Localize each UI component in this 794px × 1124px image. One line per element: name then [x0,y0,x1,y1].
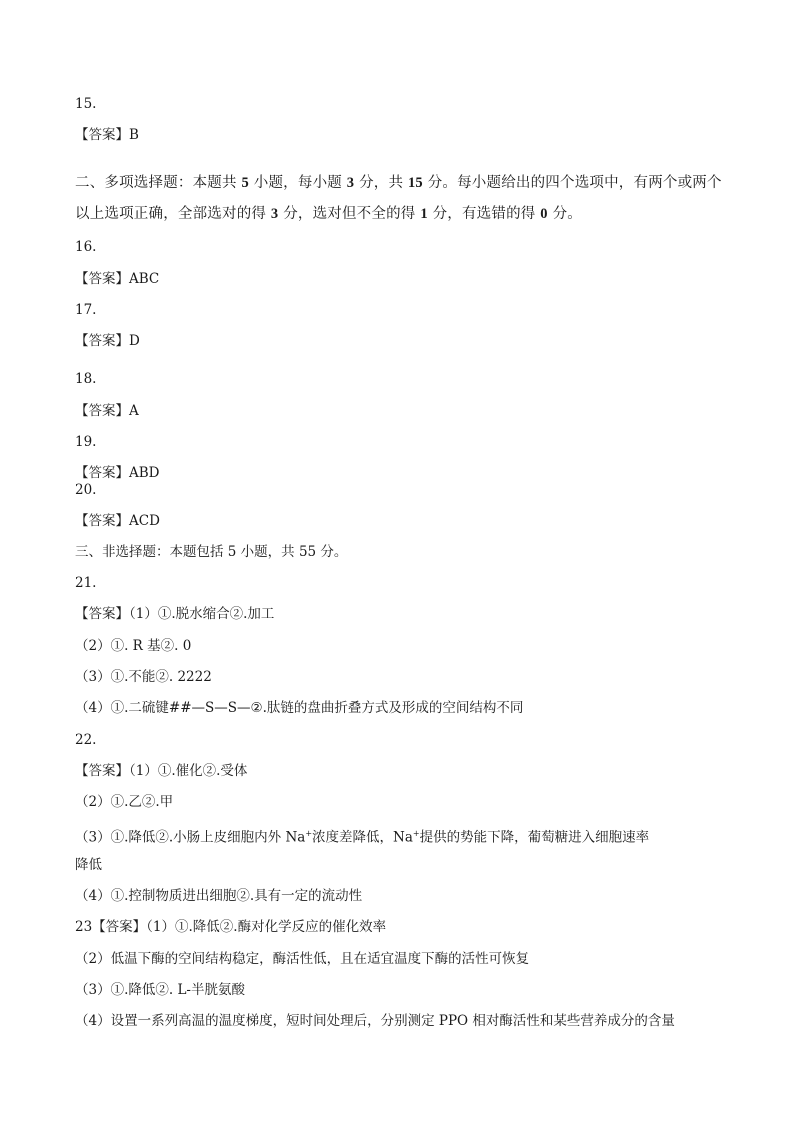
question-21-answer-4: （4）①.二硫键##—S—S—②.肽链的盘曲折叠方式及形成的空间结构不同 [75,700,524,716]
question-22-answer-3-continued: 降低 [75,857,102,873]
question-21-answer-2: （2）①. R 基②. 0 [75,638,192,654]
question-20-number: 20. [75,482,97,498]
sodium-charge-2: + [412,829,420,838]
question-21-answer-3: （3）①.不能②. 2222 [75,669,212,685]
section-2-number-2: 3 [346,175,355,191]
section-2-text-3: 分，共 [359,175,404,191]
question-22-answer-3-part-3: 提供的势能下降，葡萄糖进入细胞速率 [419,829,650,846]
question-23-answer-4: （4）设置一系列高温的温度梯度，短时间处理后，分别测定 PPO 相对酶活性和某些营养成分的含量 [75,1013,675,1029]
section-2-text-5: 分，选对但不全的得 [283,206,416,222]
question-23-answer-3: （3）①.降低②. L-半胱氨酸 [75,982,245,998]
section-2-number-5: 1 [420,206,428,222]
question-23-answer-2: （2）低温下酶的空间结构稳定，酶活性低，且在适宜温度下酶的活性可恢复 [75,951,530,967]
section-2-number-3: 15 [407,175,423,191]
question-23-answer-1: 23【答案】（1）①.降低②.酶对化学反应的催化效率 [75,919,387,935]
sodium-charge-1: + [305,829,313,838]
question-19-number: 19. [75,434,97,450]
question-22-answer-2: （2）①.乙②.甲 [75,794,174,810]
section-2-text-1: 二、多项选择题：本题共 [75,175,237,191]
question-18-answer: 【答案】A [75,403,139,419]
section-2-text-6: 分，有选错的得 [432,206,536,222]
section-2-number-4: 3 [270,206,279,222]
question-22-answer-1: 【答案】（1）①.催化②.受体 [75,763,248,779]
question-21-number: 21. [75,575,97,591]
question-17-number: 17. [75,302,97,318]
section-3-heading: 三、非选择题：本题包括 5 小题，共 55 分。 [75,544,348,560]
question-22-answer-3 [75,825,649,847]
question-22-answer-3-part-1: （3）①.降低②.小肠上皮细胞内外 Na [75,829,306,846]
section-2-instructions [75,168,725,230]
section-2-number-1: 5 [241,175,249,191]
question-19-answer: 【答案】ABD [75,465,160,481]
question-16-answer: 【答案】ABC [75,271,160,287]
question-20-answer: 【答案】ACD [75,513,160,529]
section-2-text-4: 分。每小题给出的四个选项中，有两个或两个以上选项正确，全部选对的得 [75,175,722,222]
question-16-number: 16. [75,239,97,255]
question-15-number: 15. [75,96,97,112]
section-2-text-7: 分。 [552,206,582,222]
question-22-answer-4: （4）①.控制物质进出细胞②.具有一定的流动性 [75,888,363,904]
question-15-answer: 【答案】B [75,127,139,143]
question-21-answer-1: 【答案】（1）①.脱水缩合②.加工 [75,606,275,622]
question-22-answer-3-part-2: 浓度差降低，Na [312,829,413,846]
section-2-text-2: 小题，每小题 [253,175,342,191]
question-17-answer: 【答案】D [75,333,140,349]
section-2-number-6: 0 [540,206,548,222]
question-22-number: 22. [75,732,97,748]
question-18-number: 18. [75,371,97,387]
